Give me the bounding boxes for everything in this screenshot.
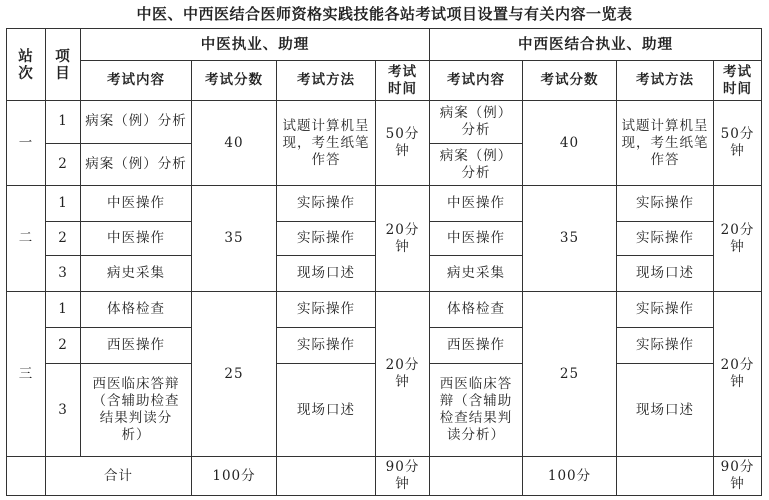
- tcm-time: 50分钟: [376, 101, 430, 186]
- int-method: 试题计算机呈现，考生纸笔作答: [617, 101, 714, 186]
- station-header: 站 次: [7, 29, 46, 101]
- exam-table: [6, 28, 762, 496]
- int-col-content: 考试内容: [430, 61, 523, 101]
- total-blank: [7, 457, 46, 496]
- tcm-total-blank: [277, 457, 376, 496]
- int-method: 实际操作: [617, 328, 714, 364]
- int-total-time: 90分钟: [714, 457, 762, 496]
- item-number: 1: [46, 186, 81, 222]
- int-total-blank-2: [617, 457, 714, 496]
- table-row: [7, 101, 762, 144]
- total-label: 合计: [46, 457, 192, 496]
- item-number: 2: [46, 328, 81, 364]
- tcm-content: 体格检查: [81, 291, 192, 328]
- tcm-col-score: 考试分数: [192, 61, 277, 101]
- tcm-content: 中医操作: [81, 221, 192, 256]
- tcm-content: 中医操作: [81, 186, 192, 222]
- int-content: 中医操作: [430, 221, 523, 256]
- int-method: 现场口述: [617, 256, 714, 292]
- int-score: 25: [523, 291, 617, 456]
- tcm-col-content: 考试内容: [81, 61, 192, 101]
- tcm-content: 西医临床答辩（含辅助检查结果判读分析）: [81, 363, 192, 456]
- tcm-col-method: 考试方法: [277, 61, 376, 101]
- int-content: 病案（例）分析: [430, 101, 523, 144]
- tcm-group-header: 中医执业、助理: [81, 29, 430, 61]
- int-content: 病案（例）分析: [430, 143, 523, 186]
- item-number: 3: [46, 256, 81, 292]
- table-row: [7, 291, 762, 328]
- station-label: 二: [7, 186, 46, 292]
- tcm-total-score: 100分: [192, 457, 277, 496]
- int-col-time: 考试 时间: [714, 61, 762, 101]
- int-score: 40: [523, 101, 617, 186]
- page-title: 中医、中西医结合医师资格实践技能各站考试项目设置与有关内容一览表: [136, 5, 633, 23]
- item-number: 1: [46, 291, 81, 328]
- int-time: 20分钟: [714, 291, 762, 456]
- int-total-blank: [430, 457, 523, 496]
- int-method: 实际操作: [617, 291, 714, 328]
- station-label: 三: [7, 291, 46, 456]
- tcm-method: 实际操作: [277, 328, 376, 364]
- header-row-groups: [7, 29, 762, 61]
- tcm-score: 35: [192, 186, 277, 292]
- tcm-method: 实际操作: [277, 186, 376, 222]
- int-time: 50分钟: [714, 101, 762, 186]
- int-content: 西医操作: [430, 328, 523, 364]
- table-row: [7, 186, 762, 222]
- int-total-score: 100分: [523, 457, 617, 496]
- int-content: 体格检查: [430, 291, 523, 328]
- int-method: 现场口述: [617, 363, 714, 456]
- tcm-score: 40: [192, 101, 277, 186]
- int-col-score: 考试分数: [523, 61, 617, 101]
- int-content: 西医临床答辩（含辅助检查结果判读分析）: [430, 363, 523, 456]
- tcm-total-time: 90分钟: [376, 457, 430, 496]
- item-number: 3: [46, 363, 81, 456]
- int-score: 35: [523, 186, 617, 292]
- int-content: 中医操作: [430, 186, 523, 222]
- item-header: 项 目: [46, 29, 81, 101]
- tcm-content: 病史采集: [81, 256, 192, 292]
- tcm-content: 病案（例）分析: [81, 101, 192, 144]
- tcm-method: 现场口述: [277, 363, 376, 456]
- int-method: 实际操作: [617, 221, 714, 256]
- item-number: 2: [46, 143, 81, 186]
- integrated-group-header: 中西医结合执业、助理: [430, 29, 762, 61]
- tcm-method: 实际操作: [277, 291, 376, 328]
- int-time: 20分钟: [714, 186, 762, 292]
- header-row-columns: [7, 61, 762, 101]
- tcm-content: 西医操作: [81, 328, 192, 364]
- tcm-time: 20分钟: [376, 186, 430, 292]
- tcm-content: 病案（例）分析: [81, 143, 192, 186]
- tcm-method: 实际操作: [277, 221, 376, 256]
- int-method: 实际操作: [617, 186, 714, 222]
- int-col-method: 考试方法: [617, 61, 714, 101]
- item-number: 2: [46, 221, 81, 256]
- tcm-col-time: 考试 时间: [376, 61, 430, 101]
- tcm-method: 现场口述: [277, 256, 376, 292]
- tcm-method: 试题计算机呈现，考生纸笔作答: [277, 101, 376, 186]
- total-row: [7, 457, 762, 496]
- item-number: 1: [46, 101, 81, 144]
- station-label: 一: [7, 101, 46, 186]
- int-content: 病史采集: [430, 256, 523, 292]
- tcm-time: 20分钟: [376, 291, 430, 456]
- tcm-score: 25: [192, 291, 277, 456]
